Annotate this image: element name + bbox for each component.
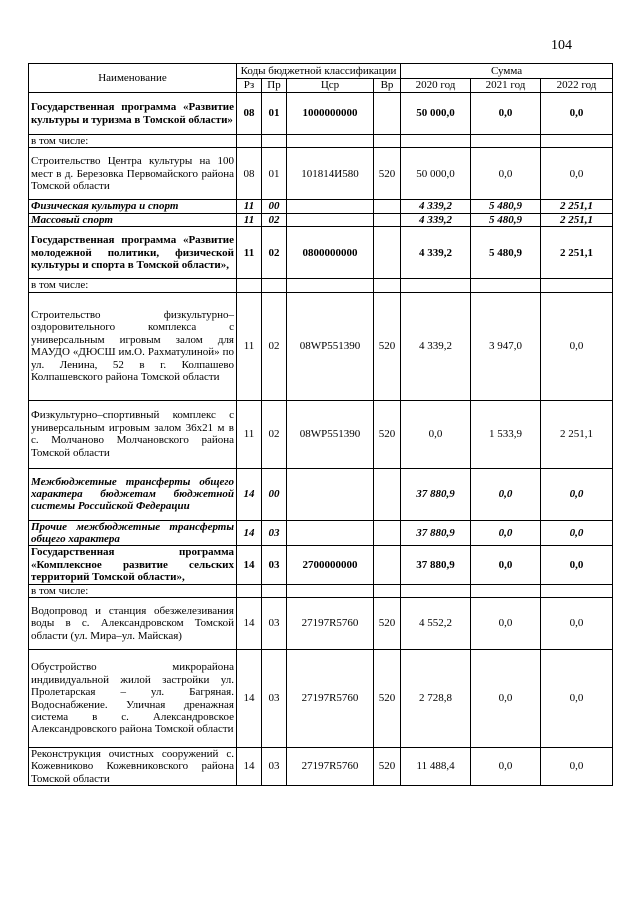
row-y2020 <box>401 279 471 292</box>
row-y2021: 5 480,9 <box>471 200 541 213</box>
row-csr <box>287 584 374 597</box>
row-name: Водопровод и станция обезжелезивания воды в с. Александровском Томской области (ул. Мира–ул. Майская) <box>29 598 237 650</box>
header-2022: 2022 год <box>541 78 613 93</box>
header-2020: 2020 год <box>401 78 471 93</box>
row-pr <box>262 279 287 292</box>
table-row <box>29 93 613 135</box>
row-csr <box>287 468 374 520</box>
row-y2021 <box>471 584 541 597</box>
row-y2022 <box>541 279 613 292</box>
row-vr: 520 <box>374 598 401 650</box>
row-rz: 14 <box>237 468 262 520</box>
table-row <box>29 135 613 148</box>
row-pr: 03 <box>262 748 287 786</box>
row-y2021: 3 947,0 <box>471 292 541 400</box>
page-number: 104 <box>551 38 572 53</box>
row-name: Межбюджетные трансферты общего характера бюджетам бюджетной системы Российской Федерации <box>29 468 237 520</box>
row-y2020: 37 880,9 <box>401 520 471 546</box>
header-name: Наименование <box>29 64 237 93</box>
row-rz: 08 <box>237 148 262 200</box>
row-y2020: 11 488,4 <box>401 748 471 786</box>
row-rz: 11 <box>237 213 262 226</box>
row-vr <box>374 279 401 292</box>
row-pr: 02 <box>262 400 287 468</box>
row-pr: 00 <box>262 468 287 520</box>
row-rz: 14 <box>237 546 262 584</box>
budget-table <box>28 63 613 786</box>
table-row <box>29 200 613 213</box>
row-name: Строительство Центра культуры на 100 мест в д. Березовка Первомайского района Томской области <box>29 148 237 200</box>
row-rz: 14 <box>237 748 262 786</box>
row-y2020: 50 000,0 <box>401 93 471 135</box>
row-pr: 02 <box>262 213 287 226</box>
row-vr <box>374 213 401 226</box>
row-name: Массовый спорт <box>29 213 237 226</box>
header-csr: Цср <box>287 78 374 93</box>
row-rz: 08 <box>237 93 262 135</box>
row-vr <box>374 200 401 213</box>
row-y2020: 37 880,9 <box>401 468 471 520</box>
row-name: Физкультурно–спортивный комплекс с универсальным игровым залом 36х21 м в с. Молчаново Молчановского района Томской области <box>29 400 237 468</box>
row-y2020: 50 000,0 <box>401 148 471 200</box>
table-row <box>29 400 613 468</box>
row-vr <box>374 520 401 546</box>
row-vr <box>374 93 401 135</box>
row-y2022: 0,0 <box>541 520 613 546</box>
row-vr <box>374 546 401 584</box>
row-y2020 <box>401 135 471 148</box>
row-csr <box>287 279 374 292</box>
row-y2022: 2 251,1 <box>541 400 613 468</box>
row-rz <box>237 279 262 292</box>
row-y2022: 0,0 <box>541 598 613 650</box>
row-rz: 11 <box>237 227 262 279</box>
row-vr <box>374 584 401 597</box>
row-y2020: 4 552,2 <box>401 598 471 650</box>
row-y2021: 0,0 <box>471 748 541 786</box>
row-pr: 03 <box>262 598 287 650</box>
row-y2022: 0,0 <box>541 292 613 400</box>
row-y2020: 0,0 <box>401 400 471 468</box>
row-name: Прочие межбюджетные трансферты общего характера <box>29 520 237 546</box>
row-y2020: 4 339,2 <box>401 200 471 213</box>
row-csr <box>287 200 374 213</box>
table-row <box>29 213 613 226</box>
row-csr: 1000000000 <box>287 93 374 135</box>
row-y2020 <box>401 584 471 597</box>
row-csr <box>287 213 374 226</box>
row-y2021: 0,0 <box>471 650 541 748</box>
row-csr: 27197R5760 <box>287 650 374 748</box>
row-y2021: 5 480,9 <box>471 213 541 226</box>
row-rz: 11 <box>237 200 262 213</box>
row-rz: 14 <box>237 598 262 650</box>
row-y2022: 0,0 <box>541 468 613 520</box>
row-csr: 2700000000 <box>287 546 374 584</box>
row-pr: 03 <box>262 650 287 748</box>
table-body <box>29 93 613 786</box>
table-row <box>29 468 613 520</box>
row-rz: 14 <box>237 520 262 546</box>
header-pr: Пр <box>262 78 287 93</box>
table-row <box>29 584 613 597</box>
row-y2022: 0,0 <box>541 93 613 135</box>
row-pr: 01 <box>262 93 287 135</box>
row-y2021: 0,0 <box>471 468 541 520</box>
row-y2020: 4 339,2 <box>401 213 471 226</box>
row-rz: 11 <box>237 400 262 468</box>
row-name: в том числе: <box>29 584 237 597</box>
row-csr: 101814И580 <box>287 148 374 200</box>
row-y2022 <box>541 135 613 148</box>
row-vr <box>374 468 401 520</box>
row-y2022: 0,0 <box>541 148 613 200</box>
row-csr: 08WP551390 <box>287 400 374 468</box>
row-csr: 27197R5760 <box>287 598 374 650</box>
row-y2022: 2 251,1 <box>541 213 613 226</box>
row-vr: 520 <box>374 748 401 786</box>
table-row <box>29 227 613 279</box>
header-rz: Рз <box>237 78 262 93</box>
row-vr <box>374 227 401 279</box>
row-name: в том числе: <box>29 279 237 292</box>
row-pr: 03 <box>262 520 287 546</box>
row-pr: 02 <box>262 292 287 400</box>
header-vr: Вр <box>374 78 401 93</box>
header-codes: Коды бюджетной классификации <box>237 64 401 79</box>
row-pr: 00 <box>262 200 287 213</box>
row-name: Физическая культура и спорт <box>29 200 237 213</box>
row-vr: 520 <box>374 400 401 468</box>
row-name: Реконструкция очистных сооружений с. Кожевниково Кожевниковского района Томской области <box>29 748 237 786</box>
row-csr: 27197R5760 <box>287 748 374 786</box>
table-row <box>29 520 613 546</box>
table-row <box>29 148 613 200</box>
row-pr: 03 <box>262 546 287 584</box>
row-name: Государственная программа «Комплексное развитие сельских территорий Томской области», <box>29 546 237 584</box>
row-y2021: 1 533,9 <box>471 400 541 468</box>
row-name: Обустройство микрорайона индивидуальной жилой застройки ул. Пролетарская – ул. Багряная. Водоснабжение. Уличная дренажная система в с. Александровское Александровского района Томской области <box>29 650 237 748</box>
row-vr: 520 <box>374 148 401 200</box>
row-y2022: 2 251,1 <box>541 200 613 213</box>
row-y2020: 4 339,2 <box>401 227 471 279</box>
table-row <box>29 598 613 650</box>
table-row <box>29 292 613 400</box>
row-y2021 <box>471 279 541 292</box>
table-row <box>29 279 613 292</box>
row-y2022: 2 251,1 <box>541 227 613 279</box>
row-pr <box>262 584 287 597</box>
row-vr: 520 <box>374 292 401 400</box>
row-name: Строительство физкультурно–оздоровительного комплекса с универсальным игровым залом для МАУДО «ДЮСШ им.О. Рахматулиной» по ул. Ленина, 52 в г. Колпашево Колпашевского района Томской области <box>29 292 237 400</box>
row-y2022: 0,0 <box>541 546 613 584</box>
row-y2022: 0,0 <box>541 650 613 748</box>
row-csr: 08WP551390 <box>287 292 374 400</box>
row-y2021: 0,0 <box>471 598 541 650</box>
row-name: Государственная программа «Развитие культуры и туризма в Томской области» <box>29 93 237 135</box>
row-csr <box>287 135 374 148</box>
row-y2020: 37 880,9 <box>401 546 471 584</box>
table-row <box>29 748 613 786</box>
row-csr: 0800000000 <box>287 227 374 279</box>
row-y2021: 5 480,9 <box>471 227 541 279</box>
row-y2021 <box>471 135 541 148</box>
header-sum: Сумма <box>401 64 613 79</box>
row-vr <box>374 135 401 148</box>
row-y2021: 0,0 <box>471 148 541 200</box>
row-y2021: 0,0 <box>471 93 541 135</box>
row-y2022 <box>541 584 613 597</box>
row-name: в том числе: <box>29 135 237 148</box>
row-y2021: 0,0 <box>471 520 541 546</box>
row-rz: 11 <box>237 292 262 400</box>
row-rz <box>237 135 262 148</box>
table-row <box>29 546 613 584</box>
row-pr: 01 <box>262 148 287 200</box>
header-2021: 2021 год <box>471 78 541 93</box>
table-row <box>29 650 613 748</box>
row-name: Государственная программа «Развитие молодежной политики, физической культуры и спорта в Томской области», <box>29 227 237 279</box>
row-pr: 02 <box>262 227 287 279</box>
row-y2020: 2 728,8 <box>401 650 471 748</box>
row-y2020: 4 339,2 <box>401 292 471 400</box>
row-y2021: 0,0 <box>471 546 541 584</box>
row-rz: 14 <box>237 650 262 748</box>
row-vr: 520 <box>374 650 401 748</box>
row-y2022: 0,0 <box>541 748 613 786</box>
row-pr <box>262 135 287 148</box>
row-csr <box>287 520 374 546</box>
row-rz <box>237 584 262 597</box>
